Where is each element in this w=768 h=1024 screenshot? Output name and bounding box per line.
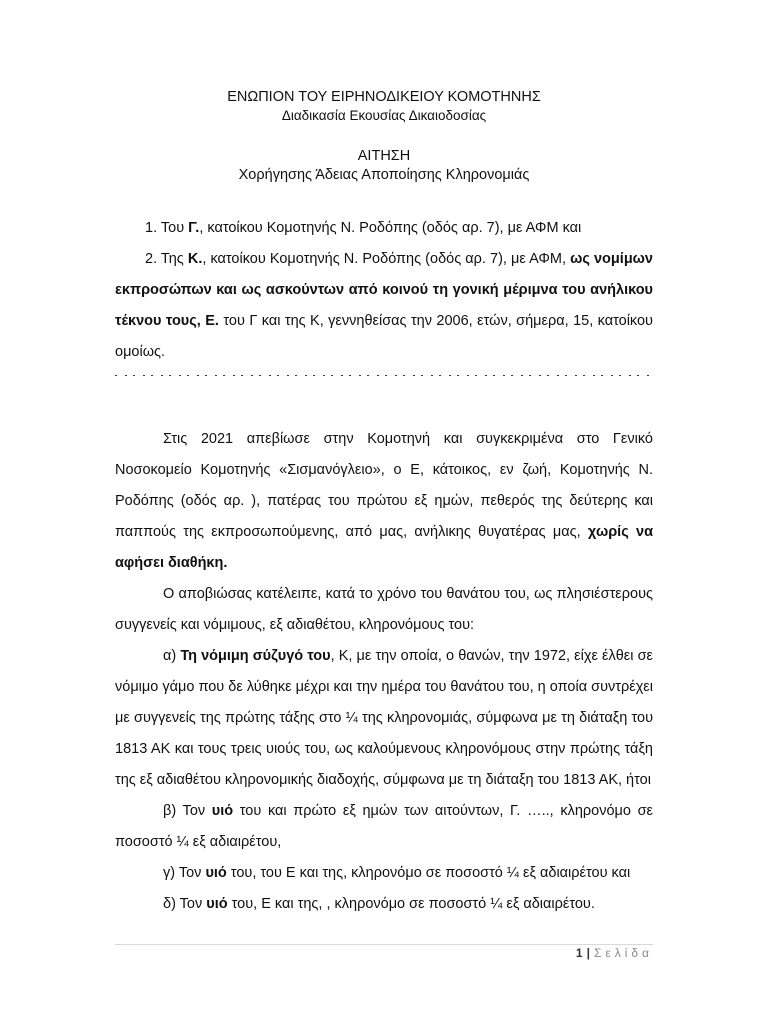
heir-item-a-text: , Κ, με την οποία, ο θανών, την 1972, είχε έλθει σε νόμιμο γάμο που δε λύθηκε μέχρι και την ημέρα του θανάτου του, η οποία συντρέχει με συγγενείς της πρώτης τάξης στο ¼ της κληρονομιάς, σύμφωνα με τη διάταξη του 1813 ΑΚ και τους τρεις υιούς του, ως καλούμενους κληρονόμους στην πρώτης τάξη της εξ αδιαθέτου κληρονομικής διαδοχής, σύμφωνα με τη διάταξη του 1813 ΑΚ, ήτοι — [115, 648, 653, 788]
heir-item-c — [115, 858, 653, 889]
procedure-heading: Διαδικασία Εκουσίας Δικαιοδοσίας — [281, 108, 487, 123]
heir-item-a-label: α) — [163, 648, 181, 664]
heir-item-d — [115, 889, 653, 920]
footer-rule — [115, 944, 653, 945]
party-1-name: Γ. — [188, 220, 200, 236]
party-2-child-details: του Γ και της Κ, γεννηθείσας την 2006, ετών, σήμερα, 15, κατοίκου ομοίως. — [115, 313, 653, 360]
page-footer — [576, 946, 653, 960]
heir-item-d-text: του, Ε και της, , κληρονόμο σε ποσοστό ¼ εξ αδιαιρέτου. — [227, 896, 595, 912]
heir-item-b — [115, 796, 653, 858]
page-word: Σελίδα — [593, 946, 653, 960]
party-2-details: , κατοίκου Κομοτηνής Ν. Ροδόπης (οδός αρ. 7), με ΑΦΜ, — [202, 251, 571, 267]
document-content — [115, 88, 653, 920]
heir-item-b-bold: υιό — [211, 803, 234, 819]
party-2-name: Κ. — [187, 251, 203, 267]
heir-item-b-label: β) Τον — [163, 803, 212, 819]
subject-heading: Χορήγησης Άδειας Αποποίησης Κληρονομιάς — [238, 167, 530, 183]
title-block — [115, 88, 653, 125]
party-1-num: 1. Του — [145, 220, 189, 236]
heir-item-a — [115, 641, 653, 796]
party-2-capacity: ως νομίμων εκπροσώπων και ως ασκούντων από κοινού τη γονική μέριμνα του ανήλικου τέκνου τους, Ε. — [115, 251, 653, 329]
court-heading: ΕΝΩΠΙΟΝ ΤΟΥ ΕΙΡΗΝΟΔΙΚΕΙΟΥ ΚΟΜΟΤΗΝΗΣ — [227, 89, 541, 105]
heir-item-d-bold: υιό — [206, 896, 228, 912]
party-1-details: , κατοίκου Κομοτηνής Ν. Ροδόπης (οδός αρ. 7), με ΑΦΜ και — [199, 220, 582, 236]
paragraph-death — [115, 424, 653, 579]
heir-item-d-label: δ) Τον — [163, 896, 207, 912]
paragraph-death-bold: χωρίς να αφήσει διαθήκη. — [115, 524, 653, 571]
heir-item-c-label: γ) Τον — [163, 865, 206, 881]
footer-separator: | — [586, 946, 590, 960]
paragraph-heirs: Ο αποβιώσας κατέλειπε, κατά το χρόνο του θανάτου του, ως πλησιέστερους συγγενείς και νόμιμους, εξ αδιαθέτου, κληρονόμους του: — [115, 586, 653, 633]
party-2-num: 2. Της — [145, 251, 188, 267]
heir-item-b-text: του και πρώτο εξ ημών των αιτούντων, Γ. ….., κληρονόμο σε ποσοστό ¼ εξ αδιαιρέτου, — [115, 803, 653, 850]
page-number: 1 — [575, 946, 583, 960]
party-2 — [115, 244, 653, 368]
heir-item-a-bold: Τη νόμιμη σύζυγό του — [180, 648, 331, 664]
heir-item-c-bold: υιό — [205, 865, 227, 881]
doc-type-heading: ΑΙΤΗΣΗ — [357, 148, 411, 164]
subject-block — [115, 147, 653, 185]
heir-item-c-text: του, του Ε και της, κληρονόμο σε ποσοστό ¼ εξ αδιαιρέτου και — [226, 865, 631, 881]
party-1 — [115, 213, 653, 244]
paragraph-death-text: Στις 2021 απεβίωσε στην Κομοτηνή και συγκεκριμένα στο Γενικό Νοσοκομείο Κομοτηνής «Σισμανόγλειο», ο Ε, κάτοικος, εν ζωή, Κομοτηνής Ν. Ροδόπης (οδός αρ. ), πατέρας του πρώτου εξ ημών, πεθερός της δεύτερης και παππούς της εκπροσωπούμενης, από μας, ανήλικης θυγατέρας μας, — [115, 431, 653, 540]
